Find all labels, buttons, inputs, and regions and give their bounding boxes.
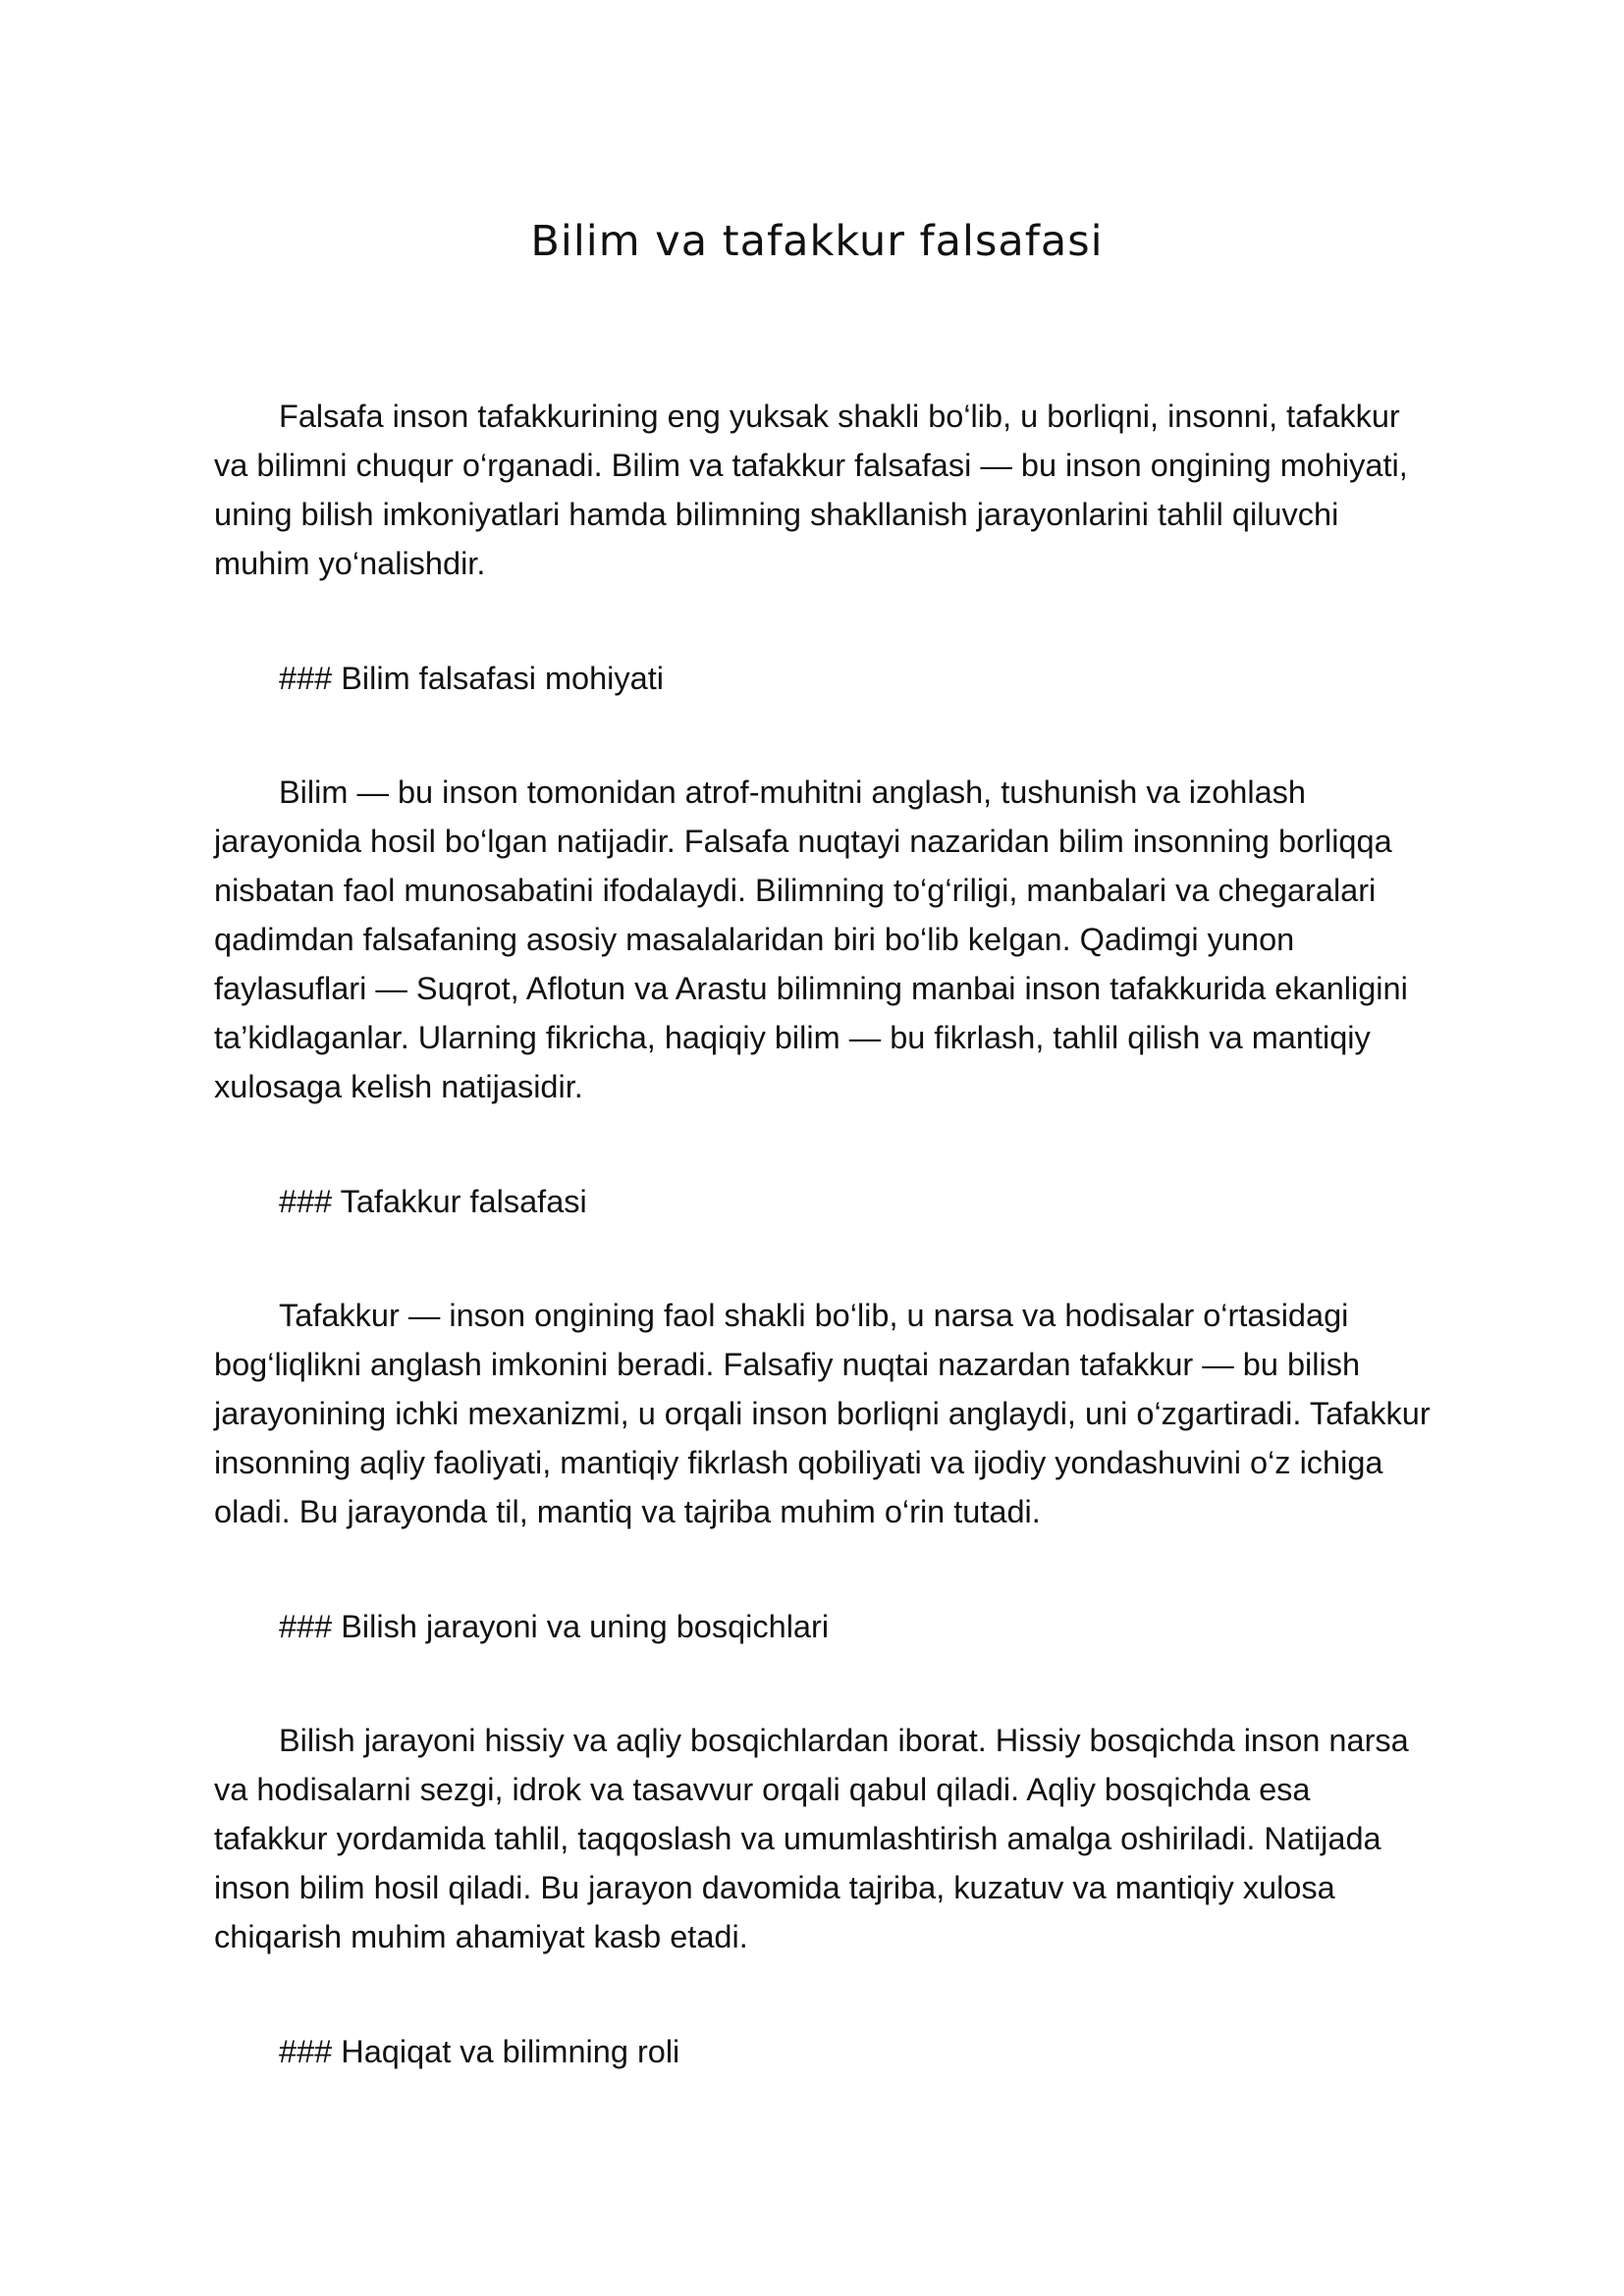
paragraph-bilim: Bilim — bu inson tomonidan atrof-muhitni anglash, tushunish va izohlash jarayonida hosil bo‘lgan natijadir. Falsafa nuqtayi nazaridan bilim insonning borliqqa nisbatan faol munosabatini ifodalaydi. Bilimning to‘g‘riligi, manbalari va chegaralari qadimdan falsafaning asosiy masalalaridan biri bo‘lib kelgan. Qadimgi yunon faylasuflari — Suqrot, Aflotun va Arastu bilimning manbai inson tafakkurida ekanligini ta’kidlaganlar. Ularning fikricha, haqiqiy bilim — bu fikrlash, tahlil qilish va mantiqiy xulosaga kelish natijasidir.: [214, 774, 1408, 1104]
section-heading-tafakkur-falsafasi: ### Tafakkur falsafasi: [279, 1184, 587, 1219]
paragraph-bilish-jarayoni: Bilish jarayoni hissiy va aqliy bosqichlardan iborat. Hissiy bosqichda inson narsa va hodisalarni sezgi, idrok va tasavvur orqali qabul qiladi. Aqliy bosqichda esa tafakkur yordamida tahlil, taqqoslash va umumlashtirish amalga oshiriladi. Natijada inson bilim hosil qiladi. Bu jarayon davomida tajriba, kuzatuv va mantiqiy xulosa chiqarish muhim ahamiyat kasb etadi.: [214, 1723, 1409, 1954]
paragraph-tafakkur: Tafakkur — inson ongining faol shakli bo‘lib, u narsa va hodisalar o‘rtasidagi bog‘liqlikni anglash imkonini beradi. Falsafiy nuqtai nazardan tafakkur — bu bilish jarayonining ichki mexanizmi, u orqali inson borliqni anglaydi, uni o‘zgartiradi. Tafakkur insonning aqliy faoliyati, mantiqiy fikrlash qobiliyati va ijodiy yondashuvini o‘z ichiga oladi. Bu jarayonda til, mantiq va tajriba muhim o‘rin tutadi.: [214, 1298, 1431, 1529]
document-page: [214, 206, 1432, 2076]
section-heading-bilim-falsafasi: ### Bilim falsafasi mohiyati: [279, 661, 664, 696]
document-title: Bilim va tafakkur falsafasi: [530, 217, 1104, 266]
intro-paragraph: Falsafa inson tafakkurining eng yuksak shakli bo‘lib, u borliqni, insonni, tafakkur va bilimni chuqur o‘rganadi. Bilim va tafakkur falsafasi — bu inson ongining mohiyati, uning bilish imkoniyatlari hamda bilimning shakllanish jarayonlarini tahlil qiluvchi muhim yo‘nalishdir.: [214, 399, 1408, 581]
section-heading-bilish-jarayoni: ### Bilish jarayoni va uning bosqichlari: [279, 1609, 830, 1644]
section-heading-haqiqat: ### Haqiqat va bilimning roli: [279, 2034, 680, 2069]
